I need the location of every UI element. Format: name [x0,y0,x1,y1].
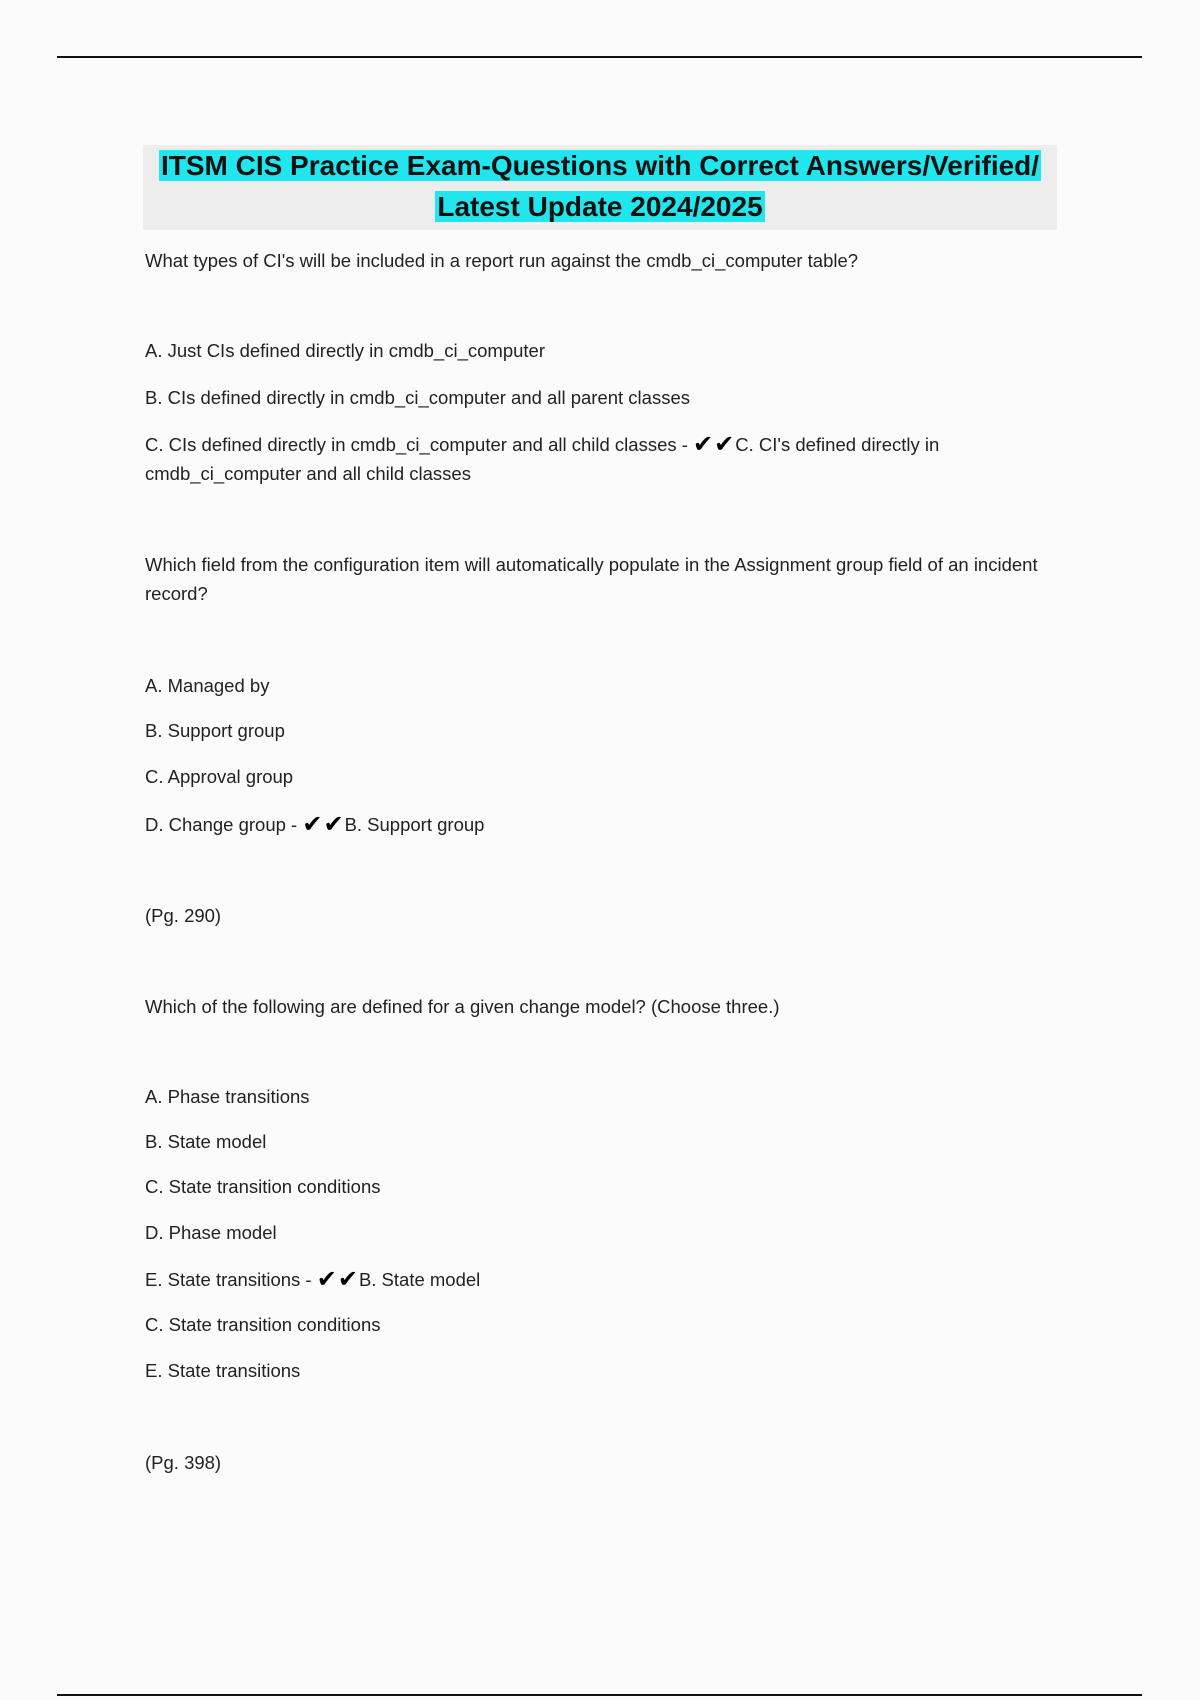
check-mark-icon: ✔✔ [302,811,345,838]
q2-page-ref: (Pg. 290) [145,905,222,926]
q3-option-a: A. Phase transitions [145,1086,310,1107]
q1-option-a: A. Just CIs defined directly in cmdb_ci_computer [145,340,545,361]
q2-option-d: D. Change group - [145,814,303,835]
q2-option-b: B. Support group [145,720,285,741]
title-line-1: ITSM CIS Practice Exam-Questions with Correct Answers/Verified/ [160,150,1040,181]
check-mark-icon: ✔✔ [316,1266,359,1293]
question-2-text: Which field from the configuration item will automatically populate in the Assignment group field of an incident record? [145,554,1038,604]
title-line-2: Latest Update 2024/2025 [437,191,763,222]
q3-option-e-with-answer [145,1265,480,1294]
bottom-divider [57,1694,1142,1696]
q3-page-ref: (Pg. 398) [145,1452,222,1473]
q2-option-c: C. Approval group [145,766,294,787]
check-mark-icon: ✔✔ [693,431,736,458]
q1-option-c-with-answer [145,430,1055,488]
q1-answer: C. CI's defined directly in cmdb_ci_computer and all child classes [145,434,940,484]
q3-option-e: E. State transitions - [145,1269,317,1290]
q1-option-b: B. CIs defined directly in cmdb_ci_computer and all parent classes [145,387,690,408]
document-title [143,145,1057,230]
q2-answer: B. Support group [344,814,485,835]
question-3-text: Which of the following are defined for a given change model? (Choose three.) [145,996,780,1017]
q3-option-c: C. State transition conditions [145,1176,381,1197]
top-divider [57,56,1142,58]
q2-option-a: A. Managed by [145,675,270,696]
q1-option-c: C. CIs defined directly in cmdb_ci_computer and all child classes - [145,434,694,455]
q3-answer-1: B. State model [358,1269,481,1290]
q3-option-d: D. Phase model [145,1222,277,1243]
q2-option-d-with-answer [145,810,484,839]
q3-answer-3: E. State transitions [145,1360,301,1381]
q3-answer-2: C. State transition conditions [145,1314,381,1335]
q3-option-b: B. State model [145,1131,267,1152]
question-1-text: What types of CI's will be included in a report run against the cmdb_ci_computer table? [145,250,859,271]
